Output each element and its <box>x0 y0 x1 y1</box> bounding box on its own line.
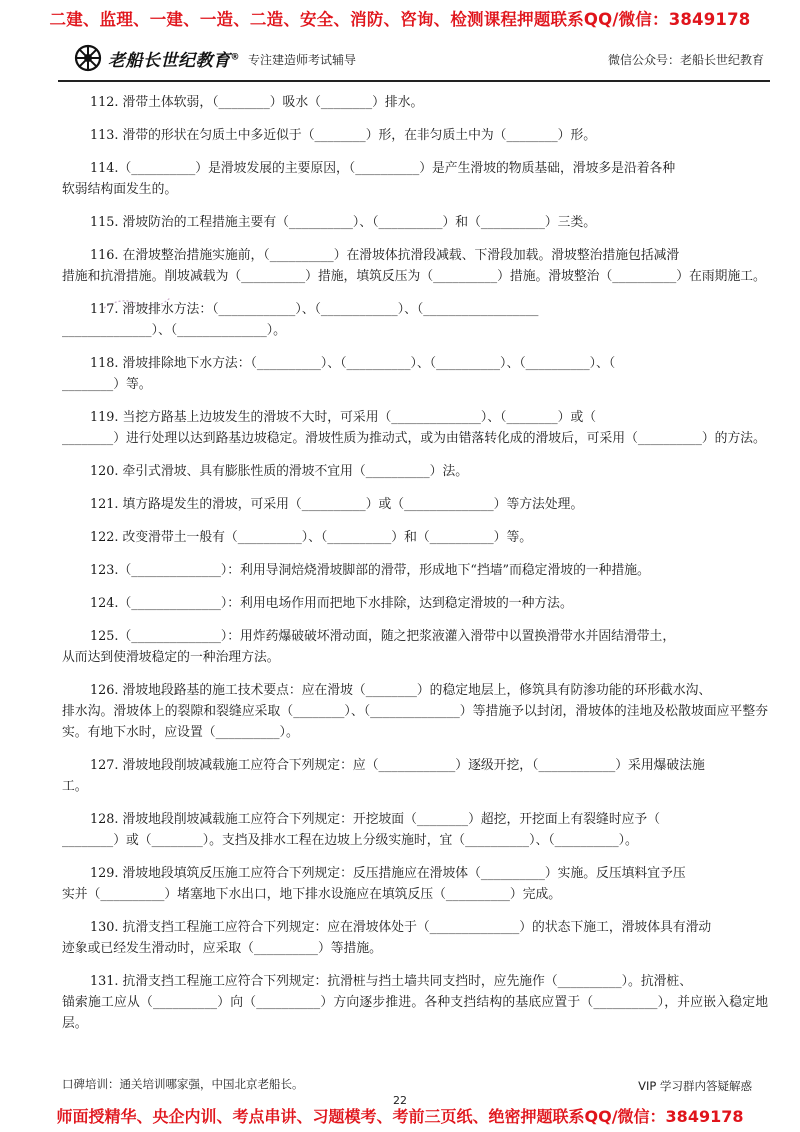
question-text: 115. 滑坡防治的工程措施主要有（__________）、（__________）和（__________）三类。 <box>90 215 597 230</box>
question-item <box>62 461 768 482</box>
question-item <box>62 92 768 113</box>
question-text: 119. 当挖方路基上边坡发生的滑坡不大时，可采用（______________）、（________）或（ <box>90 410 597 425</box>
question-item <box>62 626 768 668</box>
question-item <box>62 299 768 341</box>
brand-text: 老船长世纪教育 <box>108 51 231 71</box>
question-text-continued: 工。 <box>62 779 88 794</box>
question-item <box>62 680 768 743</box>
question-list <box>62 92 768 1046</box>
question-text-continued: 排水沟。滑坡体上的裂隙和裂缝应采取（________）、（______________）等措施予以封闭，滑坡体的洼地及松散坡面应平整夯实。有地下水时，应设置（__________）。 <box>62 704 768 740</box>
question-item <box>62 245 768 287</box>
question-item <box>62 863 768 905</box>
question-item <box>62 971 768 1034</box>
question-text: 114.（__________）是滑坡发展的主要原因，（__________）是产生滑坡的物质基础，滑坡多是沿着各种 <box>90 161 676 176</box>
question-text: 116. 在滑坡整治措施实施前，（__________）在滑坡体抗滑段减载、下滑段加载。滑坡整治措施包括减滑 <box>90 248 680 263</box>
brand-name <box>108 46 240 71</box>
question-text: 118. 滑坡排除地下水方法：（__________）、（__________）、（__________）、（__________）、（ <box>90 356 616 371</box>
question-text: 122. 改变滑带土一般有（__________）、（__________）和（__________）等。 <box>90 530 533 545</box>
question-text-continued: 锚索施工应从（__________）向（__________）方向逐步推进。各种支挡结构的基底应置于（__________），并应嵌入稳定地层。 <box>62 995 768 1031</box>
question-text-continued: ________）或（________）。支挡及排水工程在边坡上分级实施时，宜（__________）、（__________）。 <box>62 833 638 848</box>
question-text-continued: 措施和抗滑措施。削坡减载为（__________）措施，填筑反压为（__________）措施。滑坡整治（__________）在雨期施工。 <box>62 269 766 284</box>
question-item <box>62 407 768 449</box>
footer-vip-note: VIP 学习群内答疑解惑 <box>638 1079 752 1093</box>
question-item <box>62 917 768 959</box>
question-text: 128. 滑坡地段削坡减载施工应符合下列规定：开挖坡面（________）超挖，开挖面上有裂缝时应予（ <box>90 812 661 827</box>
footer-slogan: 口碑培训：通关培训哪家强，中国北京老船长。 <box>62 1077 304 1091</box>
question-text: 125.（______________）：用炸药爆破破坏滑动面，随之把浆液灌入滑带中以置换滑带水并固结滑带土， <box>90 629 676 644</box>
question-text-continued: 从而达到使滑坡稳定的一种治理方法。 <box>62 650 280 665</box>
header-divider <box>58 80 770 82</box>
question-text: 120. 牵引式滑坡、具有膨胀性质的滑坡不宜用（__________）法。 <box>90 464 469 479</box>
question-item <box>62 593 768 614</box>
question-item <box>62 560 768 581</box>
question-text-continued: ______________）、（______________）。 <box>62 323 286 338</box>
question-text-continued: ________）进行处理以达到路基边坡稳定。滑坡性质为推动式，或为由错落转化成的滑坡后，可采用（__________）的方法。 <box>62 431 766 446</box>
question-text: 130. 抗滑支挡工程施工应符合下列规定：应在滑坡体处于（______________）的状态下施工，滑坡体具有滑动 <box>90 920 712 935</box>
registered-mark: ® <box>230 52 240 63</box>
question-text-continued: ________）等。 <box>62 377 152 392</box>
page-header <box>58 38 770 78</box>
question-text-continued: 软弱结构面发生的。 <box>62 182 178 197</box>
question-item <box>62 494 768 515</box>
question-text: 129. 滑坡地段填筑反压施工应符合下列规定：反压措施应在滑坡体（__________）实施。反压填料宜予压 <box>90 866 686 881</box>
question-item <box>62 125 768 146</box>
question-item <box>62 353 768 395</box>
ship-wheel-logo-icon <box>74 44 102 72</box>
question-text: 117. 滑坡排水方法：（____________）、（____________）、（__________________ <box>90 302 539 317</box>
question-item <box>62 755 768 797</box>
question-text: 124.（______________）：利用电场作用而把地下水排除，达到稳定滑坡的一种方法。 <box>90 596 573 611</box>
question-text: 113. 滑带的形状在匀质土中多近似于（________）形，在非匀质土中为（________）形。 <box>90 128 597 143</box>
question-text: 126. 滑坡地段路基的施工技术要点：应在滑坡（________）的稳定地层上，修筑具有防渗功能的环形截水沟、 <box>90 683 712 698</box>
header-slogan: 专注建造师考试辅导 <box>248 53 357 67</box>
question-text: 131. 抗滑支挡工程施工应符合下列规定：抗滑桩与挡土墙共同支挡时，应先施作（__________）。抗滑桩、 <box>90 974 693 989</box>
promo-banner-bottom: 师面授精华、央企内训、考点串讲、习题模考、考前三页纸、绝密押题联系QQ/微信：3849178 <box>56 1107 744 1126</box>
question-item <box>62 158 768 200</box>
question-text-continued: 实并（__________）堵塞地下水出口，地下排水设施应在填筑反压（__________）完成。 <box>62 887 562 902</box>
question-item <box>62 527 768 548</box>
question-item <box>62 212 768 233</box>
question-item <box>62 809 768 851</box>
page-number: 22 <box>393 1094 407 1107</box>
question-text: 123.（______________）：利用导洞焙烧滑坡脚部的滑带，形成地下“挡墙”而稳定滑坡的一种措施。 <box>90 563 650 578</box>
question-text: 112. 滑带土体软弱，（________）吸水（________）排水。 <box>90 95 424 110</box>
promo-banner-top: 二建、监理、一建、一造、二造、安全、消防、咨询、检测课程押题联系QQ/微信：3849178 <box>49 10 751 29</box>
question-text: 121. 填方路堤发生的滑坡，可采用（__________）或（______________）等方法处理。 <box>90 497 584 512</box>
question-text: 127. 滑坡地段削坡减载施工应符合下列规定：应（____________）逐级开挖，（____________）采用爆破法施 <box>90 758 705 773</box>
wechat-account: 微信公众号：老船长世纪教育 <box>607 53 764 67</box>
question-text-continued: 迹象或已经发生滑动时，应采取（__________）等措施。 <box>62 941 382 956</box>
